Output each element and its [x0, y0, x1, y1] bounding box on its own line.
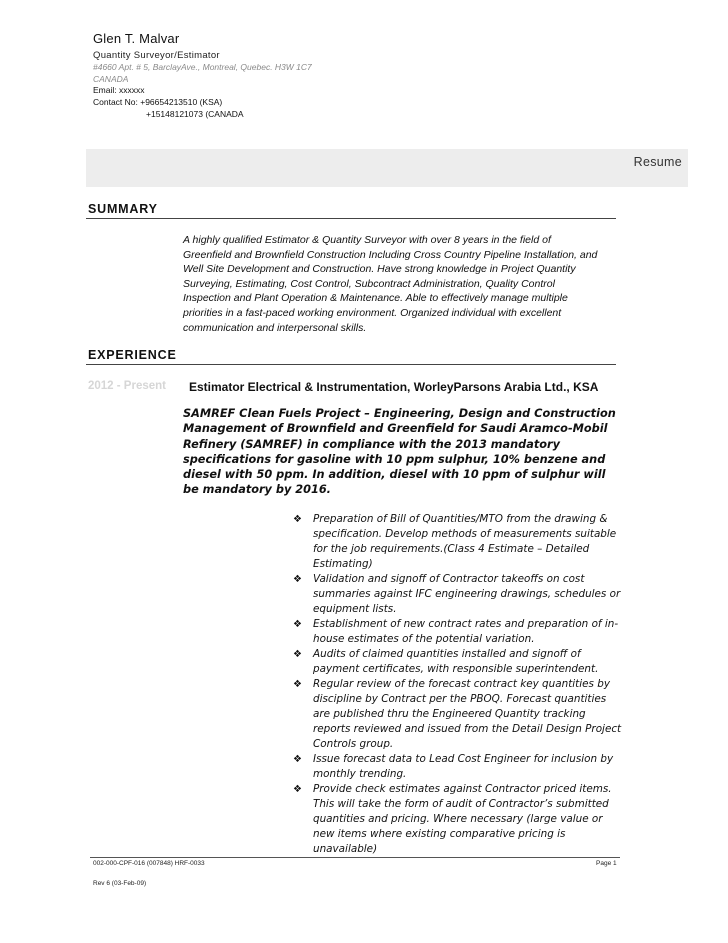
diamond-bullet-icon: ❖: [293, 619, 302, 630]
address-line-1: #4660 Apt. # 5, BarclayAve., Montreal, Quebec. H3W 1C7: [93, 62, 312, 72]
list-item-text: Preparation of Bill of Quantities/MTO from the drawing & specification. Develop methods of measurements suitable for the job requirements.(Class 4 Estimate – Detailed Estimating): [313, 513, 617, 570]
summary-paragraph: A highly qualified Estimator & Quantity Surveyor with over 8 years in the field of Greenfield and Brownfield Construction Including Cross Country Pipeline Installation, and Well Site Development and Construction. Have strong knowledge in Project Quantity Surveying, Estimating, Cost Control, Subcontract Administration, Quality Control Inspection and Plant Operation & Maintenance. Able to effectively manage multiple priorities in a fast-paced working environment. Organized individual with excellent communication and interpersonal skills.: [183, 234, 598, 334]
footer-revision: Rev 6 (03-Feb-09): [93, 880, 147, 887]
list-item-text: Provide check estimates against Contractor priced items. This will take the form of audit of Contractor’s submitted quantities and pricing. Where necessary (large value or new items where existing comparative pricing is unavailable): [313, 783, 612, 855]
footer-page-number: Page 1: [596, 860, 617, 867]
list-item: [292, 647, 622, 677]
footer-divider: [90, 857, 620, 858]
diamond-bullet-icon: ❖: [293, 649, 302, 660]
footer-document-code: 002-000-CPF-016 (007848) HRF-0033: [93, 860, 205, 867]
list-item: [292, 782, 622, 857]
resume-banner-label: Resume: [633, 155, 682, 169]
list-item: [292, 617, 622, 647]
diamond-bullet-icon: ❖: [293, 574, 302, 585]
job-title: Estimator Electrical & Instrumentation, WorleyParsons Arabia Ltd., KSA: [189, 380, 599, 394]
project-description: SAMREF Clean Fuels Project – Engineering, Design and Construction Management of Brownfield and Greenfield for Saudi Aramco-Mobil Refinery (SAMREF) in compliance with the 2013 mandatory specifications for gasoline with 10 ppm sulphur, 10% benzene and diesel with 50 ppm. In addition, diesel with 10 ppm of sulphur will be mandatory by 2016.: [183, 407, 616, 497]
phone-line-1: Contact No: +96654213510 (KSA): [93, 97, 223, 107]
experience-divider: [86, 364, 616, 365]
list-item-text: Regular review of the forecast contract key quantities by discipline by Contract per the PBOQ. Forecast quantities are published thru the Engineered Quantity tracking reports reviewed and issued from the Detail Design Project Controls group.: [313, 678, 622, 750]
email-line: Email: xxxxxx: [93, 85, 145, 95]
summary-heading: SUMMARY: [88, 202, 158, 216]
experience-heading: EXPERIENCE: [88, 348, 177, 362]
list-item: [292, 572, 622, 617]
phone-line-2: +15148121073 (CANADA: [146, 109, 244, 119]
list-item-text: Issue forecast data to Lead Cost Engineer for inclusion by monthly trending.: [313, 753, 614, 780]
candidate-role: Quantity Surveyor/Estimator: [93, 50, 220, 61]
list-item-text: Establishment of new contract rates and preparation of in-house estimates of the potential variation.: [313, 618, 619, 645]
diamond-bullet-icon: ❖: [293, 679, 302, 690]
diamond-bullet-icon: ❖: [293, 784, 302, 795]
list-item: [292, 512, 622, 572]
list-item-text: Audits of claimed quantities installed and signoff of payment certificates, with responsible superintendent.: [313, 648, 599, 675]
list-item-text: Validation and signoff of Contractor takeoffs on cost summaries against IFC engineering drawings, schedules or equipment lists.: [313, 573, 621, 615]
list-item: [292, 677, 622, 752]
candidate-name: Glen T. Malvar: [93, 31, 180, 46]
responsibility-list: [292, 512, 622, 857]
resume-banner: [86, 149, 688, 187]
job-date-range: 2012 - Present: [88, 380, 166, 392]
list-item: [292, 752, 622, 782]
summary-divider: [86, 218, 616, 219]
address-line-2: CANADA: [93, 74, 129, 84]
diamond-bullet-icon: ❖: [293, 514, 302, 525]
diamond-bullet-icon: ❖: [293, 754, 302, 765]
